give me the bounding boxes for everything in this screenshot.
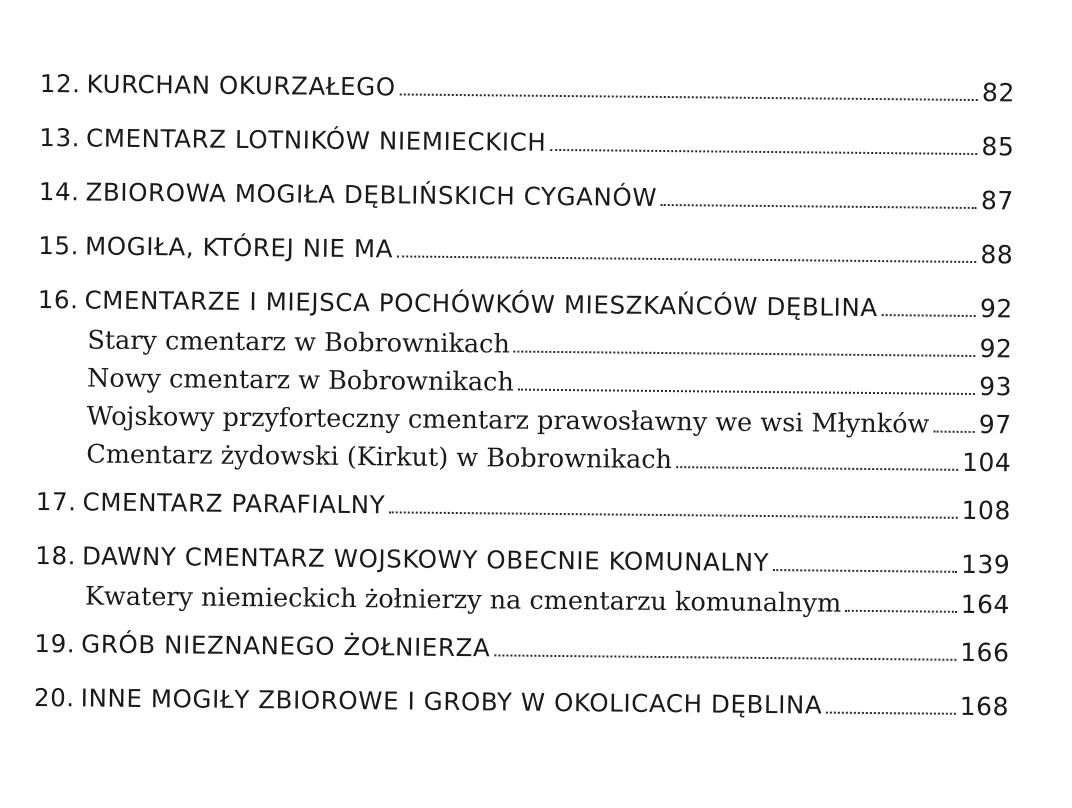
chapter-title: CMENTARZ PARAFIALNY	[82, 487, 386, 520]
chapter-number: 17.	[35, 486, 77, 517]
subsection-title: Kwatery niemieckich żołnierzy na cmentarzu komunalnym	[84, 581, 842, 619]
chapter-number: 15.	[38, 230, 80, 261]
chapter-title: CMENTARZ LOTNIKÓW NIEMIECKICH	[85, 123, 547, 157]
dot-leader	[661, 204, 977, 209]
page-number: 97	[978, 410, 1012, 440]
page-number: 88	[980, 240, 1014, 270]
dot-leader	[518, 389, 975, 395]
chapter-title: CMENTARZE I MIEJSCA POCHÓWKÓW MIESZKAŃCÓW DĘBLINA	[84, 285, 878, 323]
chapter-number: 18.	[35, 540, 77, 571]
chapter-number: 19.	[34, 628, 76, 659]
dot-leader	[882, 314, 976, 317]
chapter-number: 16.	[37, 284, 79, 315]
page-number: 164	[960, 589, 1011, 620]
page-number: 104	[961, 447, 1012, 478]
page-number: 166	[960, 637, 1010, 668]
dot-leader	[845, 610, 956, 613]
page-number: 92	[979, 294, 1013, 324]
chapter-title: DAWNY CMENTARZ WOJSKOWY OBECNIE KOMUNALNY	[81, 541, 770, 578]
chapter-title: KURCHAN OKURZAŁEGO	[86, 69, 396, 102]
page-number: 139	[960, 549, 1011, 580]
chapter-number: 13.	[39, 122, 81, 153]
page-number: 93	[979, 372, 1013, 402]
dot-leader	[494, 654, 956, 660]
table-of-contents	[34, 70, 1015, 747]
dot-leader	[676, 466, 958, 471]
page-number: 82	[981, 78, 1015, 108]
page-number: 87	[980, 186, 1014, 216]
page-number: 168	[959, 691, 1010, 722]
dot-leader	[773, 569, 957, 573]
dot-leader	[514, 351, 976, 357]
subsection-title: Cmentarz żydowski (Kirkut) w Bobrownikach	[86, 439, 673, 476]
chapter-title: GRÓB NIEZNANEGO ŻOŁNIERZA	[81, 629, 491, 663]
dot-leader	[826, 712, 955, 715]
subsection-title: Wojskowy przyforteczny cmentarz prawosławny we wsi Młynków	[86, 401, 930, 440]
subsection-title: Stary cmentarz w Bobrownikach	[87, 325, 510, 360]
chapter-title: ZBIOROWA MOGIŁA DĘBLIŃSKICH CYGANÓW	[85, 177, 658, 212]
toc-entry-chapter-20	[34, 684, 1009, 747]
chapter-number: 12.	[39, 69, 81, 99]
dot-leader	[400, 93, 978, 101]
chapter-number: 20.	[33, 682, 75, 713]
dot-leader	[550, 149, 977, 155]
page-number: 108	[961, 495, 1011, 526]
chapter-title: MOGIŁA, KTÓREJ NIE MA	[84, 231, 394, 264]
subsection-title: Nowy cmentarz w Bobrownikach	[86, 363, 514, 398]
dot-leader	[397, 255, 976, 263]
dot-leader	[389, 511, 957, 518]
page-number: 92	[979, 334, 1013, 364]
dot-leader	[933, 431, 975, 433]
page-number: 85	[981, 132, 1015, 162]
chapter-title: INNE MOGIŁY ZBIOROWE I GROBY W OKOLICACH DĘBLINA	[80, 683, 823, 720]
chapter-number: 14.	[38, 176, 80, 207]
